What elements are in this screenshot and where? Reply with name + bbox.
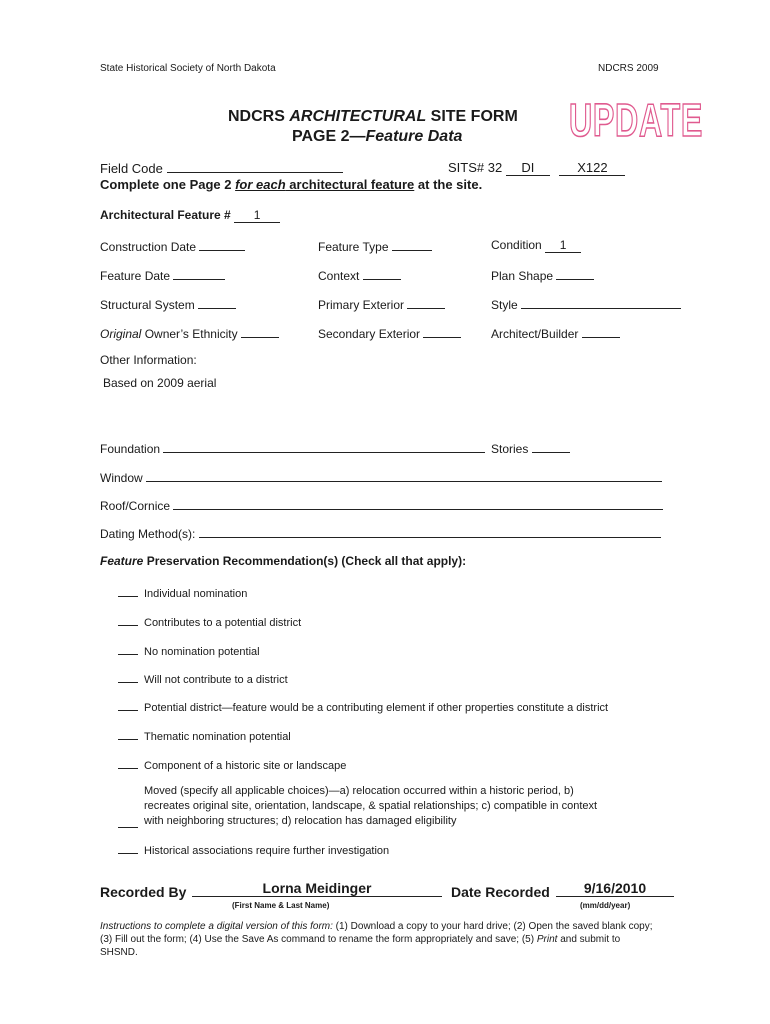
- pres-item: [118, 585, 247, 600]
- update-stamp: [568, 94, 704, 146]
- instr-part1: Complete one Page 2: [100, 177, 236, 192]
- sits-number[interactable]: X122: [559, 160, 625, 176]
- foundation-input[interactable]: [163, 440, 485, 453]
- pres-item: [118, 699, 608, 714]
- style-input[interactable]: [521, 296, 681, 309]
- plan-shape-label: Plan Shape: [491, 269, 554, 283]
- style-row: [491, 296, 681, 312]
- construction-date-row: [100, 238, 245, 254]
- instr-part2: [235, 177, 414, 192]
- structural-system-input[interactable]: [198, 296, 236, 309]
- pres-item: [118, 842, 389, 857]
- owner-ethnicity-input[interactable]: [241, 325, 279, 338]
- moved-text: [144, 784, 597, 829]
- primary-exterior-label: Primary Exterior: [318, 298, 405, 312]
- owner-ethnicity-italic: Original: [100, 327, 142, 341]
- structural-system-label: Structural System: [100, 298, 195, 312]
- window-label: Window: [100, 471, 143, 485]
- date-recorded-input[interactable]: 9/16/2010: [556, 880, 674, 897]
- owner-ethnicity-row: [100, 325, 279, 341]
- moved-checkbox[interactable]: [118, 816, 138, 828]
- primary-exterior-input[interactable]: [407, 296, 445, 309]
- recorded-by-caption: (First Name & Last Name): [232, 901, 330, 910]
- pres-item: [118, 728, 291, 743]
- architect-builder-label: Architect/Builder: [491, 327, 579, 341]
- roof-row: [100, 497, 663, 513]
- secondary-exterior-label: Secondary Exterior: [318, 327, 421, 341]
- feature-type-input[interactable]: [392, 238, 432, 251]
- preservation-heading-text: Preservation Recommendation(s) (Check all that apply):: [143, 554, 467, 568]
- window-row: [100, 469, 662, 485]
- roof-label: Roof/Cornice: [100, 499, 171, 513]
- form-title-line2: [292, 128, 462, 146]
- title-italic: ARCHITECTURAL: [289, 108, 427, 125]
- style-label: Style: [491, 298, 518, 312]
- window-input[interactable]: [146, 469, 662, 482]
- stories-input[interactable]: [532, 440, 570, 453]
- instructions-italic: Instructions to complete a digital version of this form:: [100, 921, 333, 932]
- date-recorded-label: Date Recorded: [451, 884, 550, 900]
- construction-date-label: Construction Date: [100, 240, 197, 254]
- form-code: NDCRS 2009: [598, 63, 659, 74]
- instr-part4: at the site.: [414, 177, 483, 192]
- moved-checkbox-wrap: [118, 815, 144, 833]
- plan-shape-row: [491, 267, 594, 283]
- secondary-exterior-row: [318, 325, 461, 341]
- moved-line: Moved (specify all applicable choices)—a) relocation occurred within a historic period, b): [144, 785, 574, 797]
- pres-checkbox[interactable]: [118, 699, 138, 711]
- preservation-heading-italic: Feature: [100, 554, 144, 568]
- owner-ethnicity-label: Owner’s Ethnicity: [141, 327, 238, 341]
- digital-instructions: [100, 920, 660, 959]
- plan-shape-input[interactable]: [556, 267, 594, 280]
- feature-type-label: Feature Type: [318, 240, 389, 254]
- form-title-line1: [228, 108, 518, 126]
- secondary-exterior-input[interactable]: [423, 325, 461, 338]
- recorded-by-input[interactable]: Lorna Meidinger: [192, 880, 442, 897]
- preservation-heading: [100, 554, 466, 568]
- pres-checkbox[interactable]: [118, 757, 138, 769]
- pres-checkbox[interactable]: [118, 728, 138, 740]
- pres-item: [118, 614, 301, 629]
- condition-label: Condition: [491, 238, 542, 252]
- pres-checkbox[interactable]: [118, 671, 138, 683]
- context-label: Context: [318, 269, 360, 283]
- org-name: State Historical Society of North Dakota: [100, 63, 276, 74]
- field-code-row: [100, 160, 343, 176]
- pres-item-label: Contributes to a potential district: [144, 617, 302, 629]
- arch-feature-label: Architectural Feature #: [100, 208, 231, 222]
- architect-builder-row: [491, 325, 620, 341]
- title2-italic: Feature Data: [365, 128, 463, 145]
- arch-feature-row: [100, 208, 280, 223]
- dating-input[interactable]: [199, 525, 661, 538]
- foundation-row: [100, 440, 485, 456]
- arch-feature-input[interactable]: 1: [234, 208, 280, 223]
- feature-date-input[interactable]: [173, 267, 225, 280]
- primary-exterior-row: [318, 296, 445, 312]
- foundation-label: Foundation: [100, 442, 161, 456]
- moved-line: with neighboring structures; d) relocation has damaged eligibility: [144, 815, 457, 827]
- complete-instruction: [100, 177, 482, 192]
- title-prefix: NDCRS: [228, 108, 290, 125]
- pres-item-label: No nomination potential: [144, 646, 260, 658]
- pres-item-label: Individual nomination: [144, 588, 248, 600]
- other-info-label: Other Information:: [100, 353, 197, 367]
- pres-checkbox[interactable]: [118, 614, 138, 626]
- instr-arch-feature: architectural feature: [285, 177, 415, 192]
- stories-row: [491, 440, 570, 456]
- title-suffix: SITE FORM: [426, 108, 518, 125]
- pres-item: [118, 757, 346, 772]
- architect-builder-input[interactable]: [582, 325, 620, 338]
- instructions-text2: and submit to SHSND.: [100, 934, 621, 958]
- context-input[interactable]: [363, 267, 401, 280]
- field-code-label: Field Code: [100, 161, 163, 176]
- instructions-italic2: Print: [536, 934, 558, 945]
- date-recorded-caption: (mm/dd/year): [580, 901, 631, 910]
- feature-date-label: Feature Date: [100, 269, 171, 283]
- pres-checkbox[interactable]: [118, 585, 138, 597]
- condition-row: [491, 238, 581, 253]
- stories-label: Stories: [491, 442, 529, 456]
- sits-county[interactable]: DI: [506, 160, 550, 176]
- dating-label: Dating Method(s):: [100, 527, 196, 541]
- pres-item: [118, 671, 288, 686]
- feature-type-row: [318, 238, 432, 254]
- condition-input[interactable]: 1: [545, 238, 581, 253]
- recorded-by-label: Recorded By: [100, 884, 187, 900]
- roof-input[interactable]: [173, 497, 663, 510]
- pres-item-label: Thematic nomination potential: [144, 731, 291, 743]
- pres-checkbox[interactable]: [118, 842, 138, 854]
- sits-label: SITS# 32: [448, 160, 503, 175]
- pres-item-label: Historical associations require further investigation: [144, 845, 390, 857]
- instr-for-each: for each: [235, 177, 286, 192]
- moved-line: recreates original site, orientation, landscape, & spatial relationships; c) compatible in context: [144, 800, 598, 812]
- field-code-input[interactable]: [167, 160, 343, 173]
- title2-prefix: PAGE 2—: [292, 128, 366, 145]
- pres-item: [118, 643, 260, 658]
- construction-date-input[interactable]: [199, 238, 245, 251]
- stamp-text: UPDATE: [569, 94, 703, 146]
- other-info-value[interactable]: Based on 2009 aerial: [103, 376, 217, 390]
- pres-item-label: Will not contribute to a district: [144, 674, 288, 686]
- pres-checkbox[interactable]: [118, 643, 138, 655]
- feature-date-row: [100, 267, 225, 283]
- pres-item-label: Component of a historic site or landscape: [144, 760, 347, 772]
- structural-system-row: [100, 296, 236, 312]
- sits-row: [448, 160, 625, 176]
- context-row: [318, 267, 401, 283]
- instructions-text: (1) Download a copy to your hard drive; (2) Open the saved blank copy; (3) Fill out the form; (4) Use the Save As command to rename the form appropriately and save; (5): [100, 921, 653, 945]
- pres-item-label: Potential district—feature would be a contributing element if other properties constitute a district: [144, 702, 609, 714]
- dating-row: [100, 525, 661, 541]
